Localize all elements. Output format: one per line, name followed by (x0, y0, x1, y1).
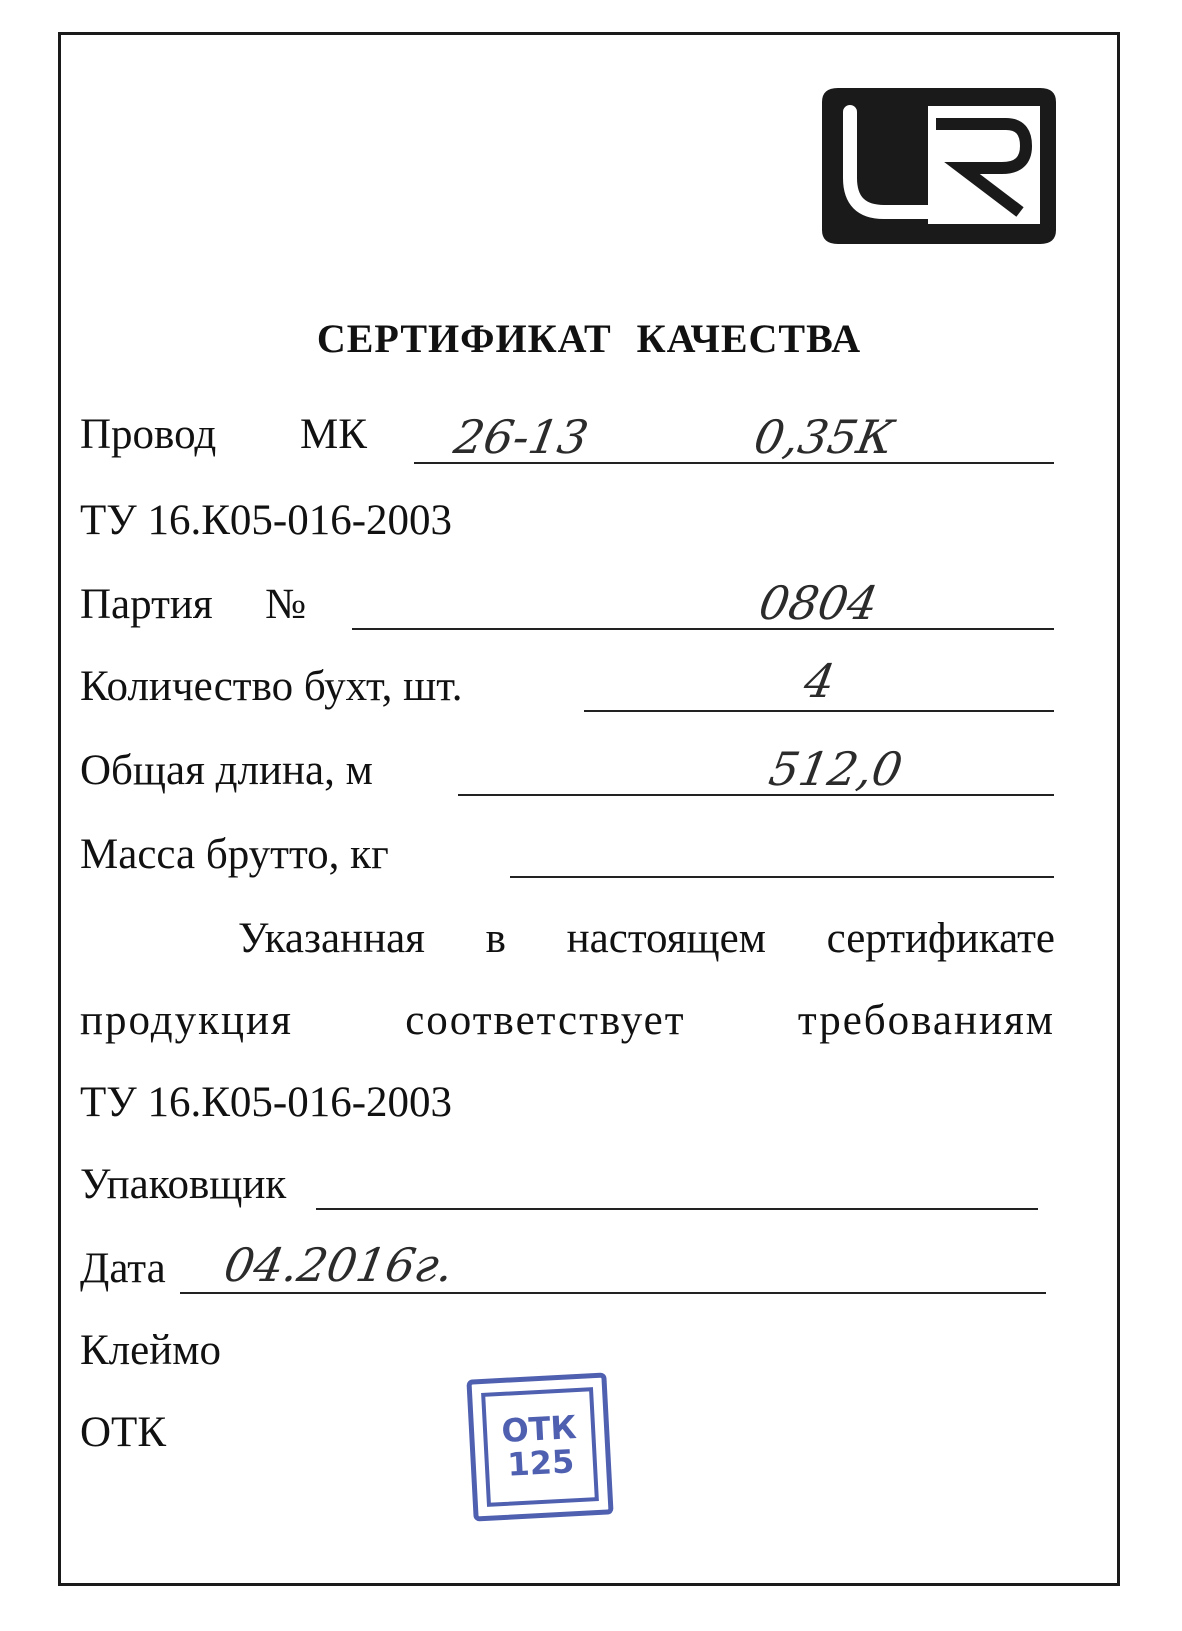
batch-line (352, 628, 1054, 630)
stamp-line-2: 125 (506, 1442, 576, 1484)
coils-line (584, 710, 1054, 712)
mass-label: Масса брутто, кг (80, 831, 389, 878)
stamp-line-1: ОТК (500, 1408, 578, 1451)
batch-num-sign: № (265, 581, 307, 628)
wire-label: Провод (80, 411, 217, 458)
certificate-title: СЕРТИФИКАТ КАЧЕСТВА (316, 316, 862, 361)
stamp-label-1: Клеймо (80, 1327, 221, 1374)
coils-value: 4 (800, 654, 840, 708)
length-line (458, 794, 1054, 796)
wire-value-1: 26-13 (450, 410, 593, 464)
logo-icon (816, 82, 1062, 250)
paragraph-line-2: продукция соответствует требованиям (80, 997, 1055, 1044)
paragraph-line-1: Указанная в настоящем сертификате (238, 915, 1055, 962)
packer-label: Упаковщик (80, 1161, 287, 1208)
tu-label: ТУ 16.К05-016-2003 (80, 497, 453, 544)
batch-value: 0804 (755, 576, 882, 630)
date-line (180, 1292, 1046, 1294)
packer-line (316, 1208, 1038, 1210)
coils-label: Количество бухт, шт. (80, 663, 463, 710)
otk-stamp (466, 1372, 613, 1521)
paragraph-line-3: ТУ 16.К05-016-2003 (80, 1079, 453, 1126)
wire-value-2: 0,35К (750, 410, 898, 464)
length-label: Общая длина, м (80, 747, 373, 794)
batch-label: Партия (80, 581, 213, 628)
wire-mk-label: МК (300, 411, 367, 458)
date-label: Дата (80, 1245, 166, 1292)
date-value: 04.2016г. (220, 1238, 458, 1292)
mass-line (510, 876, 1054, 878)
length-value: 512,0 (765, 742, 907, 796)
stamp-label-2: ОТК (80, 1409, 166, 1456)
